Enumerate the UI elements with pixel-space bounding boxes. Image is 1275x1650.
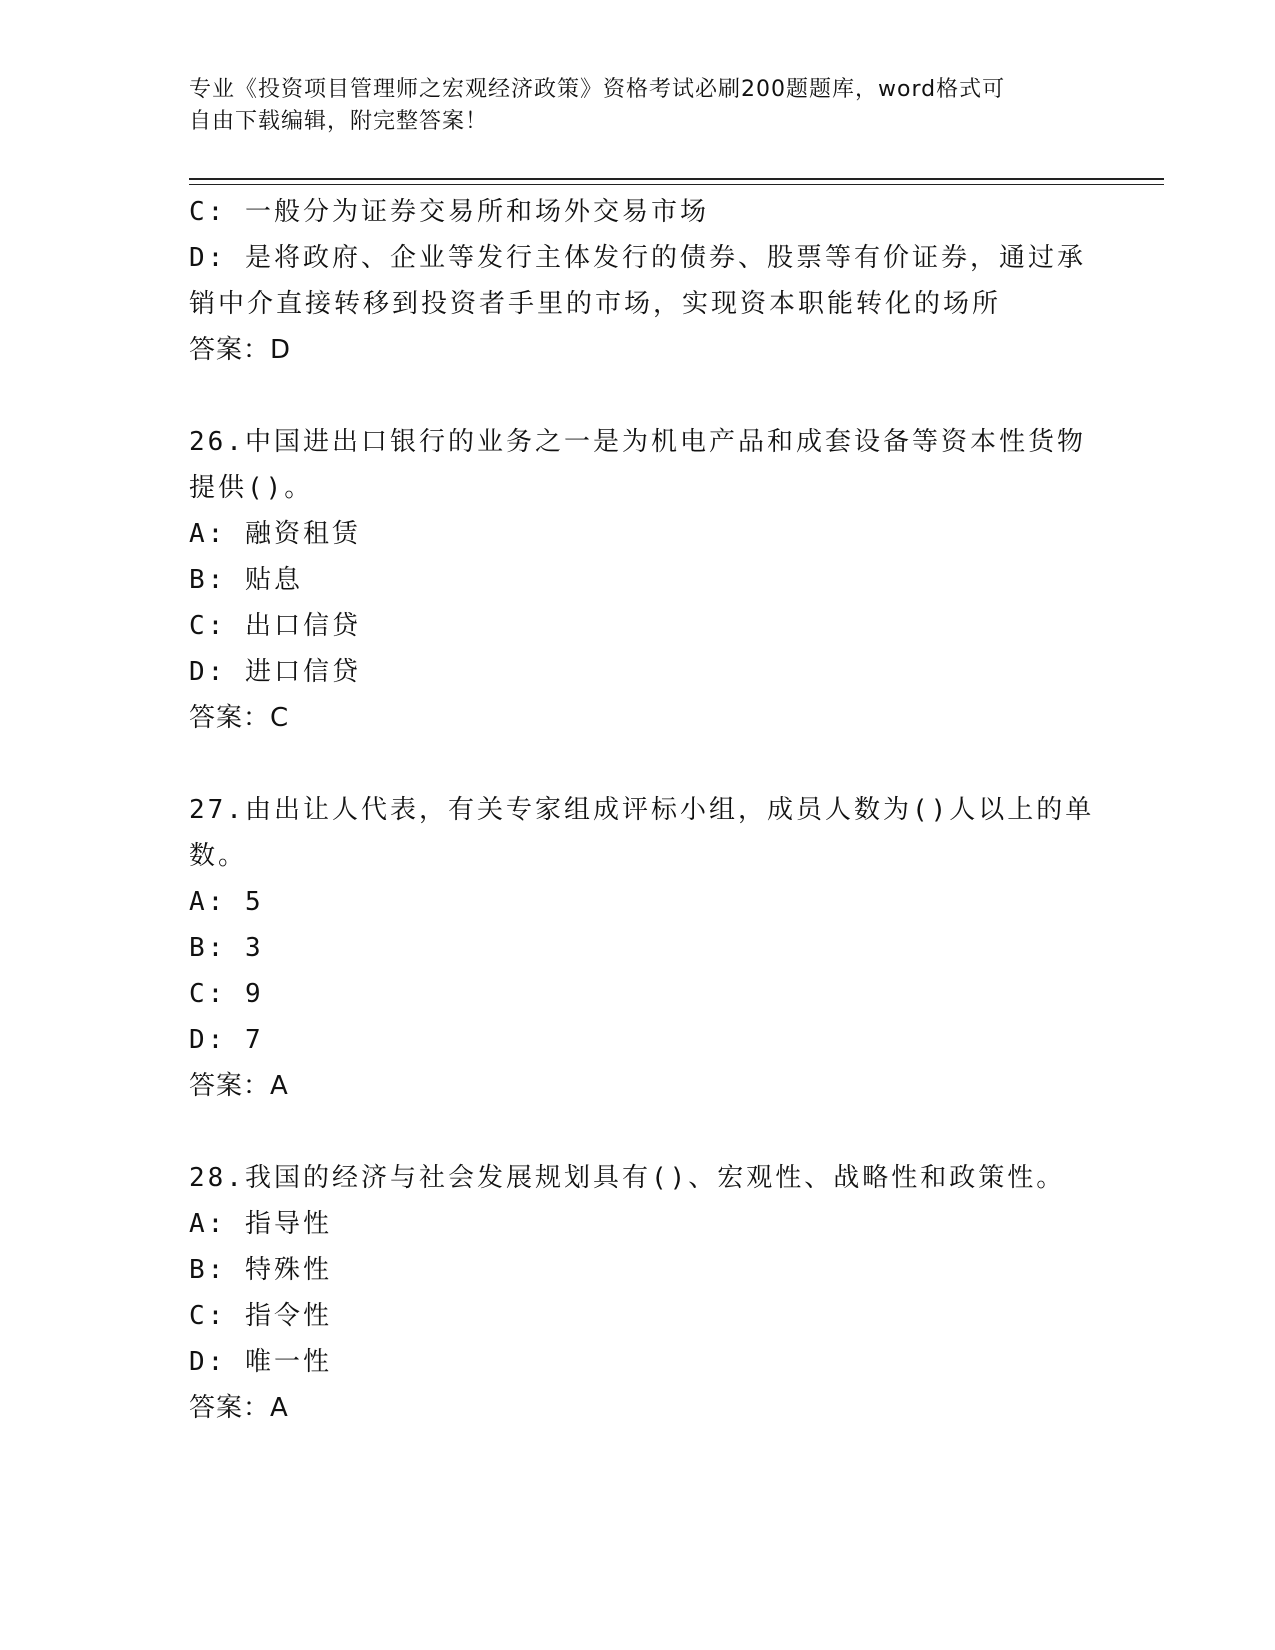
question-stem-continued: 数。 bbox=[189, 841, 248, 871]
header-divider-thick bbox=[189, 178, 1164, 180]
option-a: A: 5 bbox=[189, 887, 264, 917]
answer: 答案：A bbox=[189, 1393, 289, 1423]
option-a: A: 指导性 bbox=[189, 1209, 332, 1239]
option-c: C: 指令性 bbox=[189, 1301, 332, 1331]
option-d: D: 唯一性 bbox=[189, 1347, 332, 1377]
option-c: C: 9 bbox=[189, 979, 264, 1009]
question-27 bbox=[189, 787, 1095, 1109]
option-b: B: 3 bbox=[189, 933, 264, 963]
question-26 bbox=[189, 419, 1089, 741]
prev-question-tail bbox=[189, 189, 1089, 373]
answer: 答案：D bbox=[189, 335, 292, 365]
question-stem-continued: 提供()。 bbox=[189, 473, 314, 503]
header-line-2: 自由下载编辑，附完整答案！ bbox=[189, 109, 489, 134]
option-d: D: 进口信贷 bbox=[189, 657, 361, 687]
option-d: D: 是将政府、企业等发行主体发行的债券、股票等有价证券，通过承 bbox=[189, 243, 1086, 273]
question-stem: 26.中国进出口银行的业务之一是为机电产品和成套设备等资本性货物 bbox=[189, 427, 1086, 457]
option-c: C: 出口信贷 bbox=[189, 611, 361, 641]
option-a: A: 融资租赁 bbox=[189, 519, 361, 549]
answer: 答案：A bbox=[189, 1071, 289, 1101]
option-d-continued: 销中介直接转移到投资者手里的市场，实现资本职能转化的场所 bbox=[189, 289, 1002, 319]
question-list bbox=[189, 189, 1095, 1431]
question-28 bbox=[189, 1155, 1089, 1431]
option-b: B: 贴息 bbox=[189, 565, 303, 595]
question-stem: 28.我国的经济与社会发展规划具有()、宏观性、战略性和政策性。 bbox=[189, 1163, 1066, 1193]
option-d: D: 7 bbox=[189, 1025, 264, 1055]
question-stem: 27.由出让人代表，有关专家组成评标小组，成员人数为()人以上的单 bbox=[189, 795, 1095, 825]
document-header bbox=[189, 74, 1089, 138]
option-c: C: 一般分为证券交易所和场外交易市场 bbox=[189, 197, 709, 227]
answer: 答案：C bbox=[189, 703, 290, 733]
option-b: B: 特殊性 bbox=[189, 1255, 332, 1285]
header-divider-thin bbox=[189, 184, 1164, 185]
header-line-1: 专业《投资项目管理师之宏观经济政策》资格考试必刷200题题库，word格式可 bbox=[189, 77, 1006, 102]
